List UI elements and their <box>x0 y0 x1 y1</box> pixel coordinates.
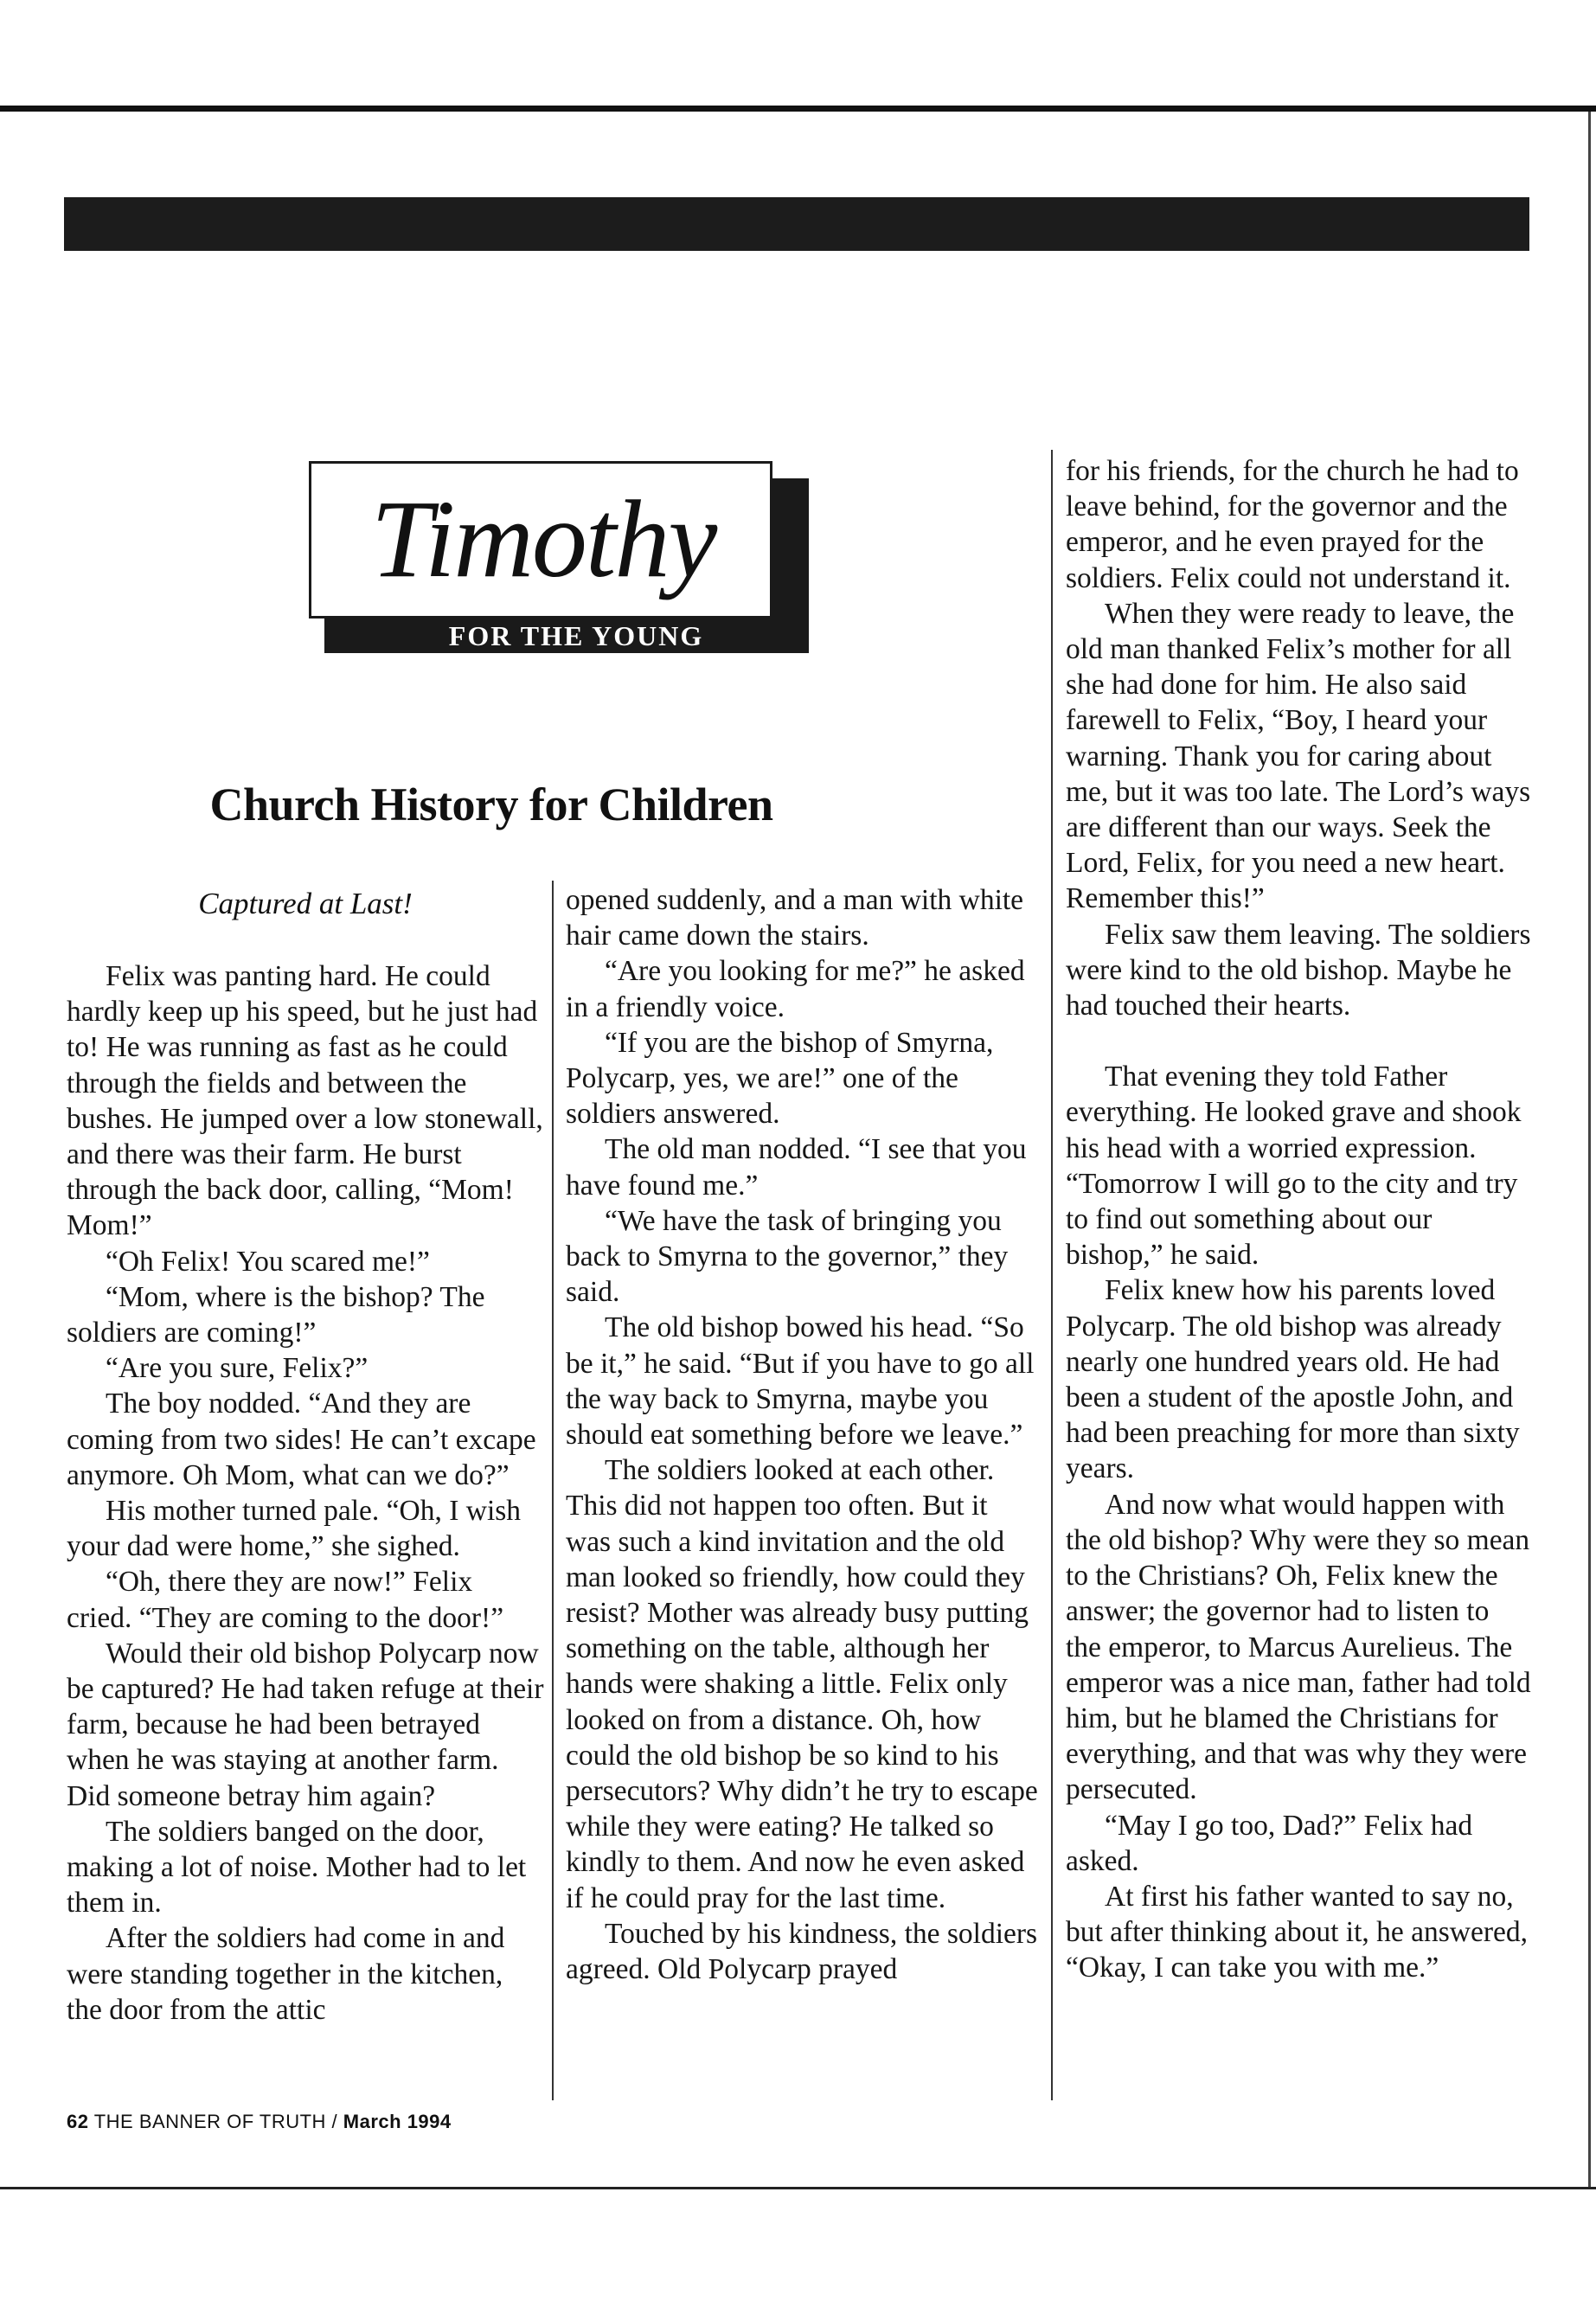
paragraph: “We have the task of bringing you back to Smyrna to the governor,” they said. <box>566 1204 1009 1309</box>
paragraph: Felix was panting hard. He could hardly keep up his speed, but he just had to! He was running as fast as he could through the fields and between the bushes. He jumped over a low stonewall, and there was their farm. He burst through the back door, calling, “Mom! Mom!” <box>67 960 543 1242</box>
paragraph: The old bishop bowed his head. “So be it,” he said. “But if you have to go all the way back to Smyrna, maybe you should eat something before we leave.” <box>566 1311 1035 1452</box>
paragraph: The soldiers banged on the door, making a lot of noise. Mother had to let them in. <box>67 1815 527 1920</box>
logo-subtitle: FOR THE YOUNG <box>448 620 704 651</box>
logo-title: Timothy <box>370 478 716 600</box>
paragraph: The soldiers looked at each other. This did not happen too often. But it was such a kind invitation and the old man looked so friendly, how could they resist? Mother was already busy putting something on the table, although her hands were shaking a little. Felix only looked on from a distance. Oh, how could the old bishop be so kind to his persecutors? Why didn’t he try to escape while they were eating? He talked so kindly to them. And now he even asked if he could pray for the last time. <box>566 1454 1038 1914</box>
paragraph-continued: opened suddenly, and a man with white hair came down the stairs. <box>566 884 1024 952</box>
logo-box <box>309 461 772 619</box>
paragraph: Touched by his kindness, the soldiers agreed. Old Polycarp prayed <box>566 1917 1038 1986</box>
page-edge <box>1588 112 1591 2188</box>
column-divider <box>1051 450 1053 2100</box>
text-column-3 <box>1066 453 1531 1986</box>
paragraph: Felix knew how his parents loved Polycarp. The old bishop was already nearly one hundred years old. He had been a student of the apostle John, and had been preaching for more than sixty years. <box>1066 1274 1520 1485</box>
paragraph: “Oh, there they are now!” Felix cried. “They are coming to the door!” <box>67 1566 504 1634</box>
text-column-1 <box>67 958 544 2028</box>
paragraph: When they were ready to leave, the old man thanked Felix’s mother for all she had done for him. He also said farewell to Felix, “Boy, I heard your warning. Thank you for caring about me, but it was too late. The Lord’s ways are different than our ways. Seek the Lord, Felix, for you need a new heart. Remember this!” <box>1066 597 1531 915</box>
paragraph: “Are you sure, Felix?” <box>106 1352 369 1385</box>
paragraph: After the soldiers had come in and were standing together in the kitchen, the door from the attic <box>67 1922 505 2026</box>
publication-name: THE BANNER OF TRUTH / <box>93 2111 338 2132</box>
top-rule <box>0 106 1596 112</box>
timothy-logo <box>309 461 809 653</box>
page-footer <box>67 2111 452 2133</box>
column-divider <box>552 881 554 2100</box>
article-headline: Church History for Children <box>209 779 773 830</box>
paragraph: At first his father wanted to say no, but after thinking about it, he answered, “Okay, I can take you with me.” <box>1066 1880 1528 1984</box>
paragraph: “Mom, where is the bishop? The soldiers are coming!” <box>67 1280 485 1349</box>
issue-date: March 1994 <box>343 2111 452 2132</box>
paragraph: The old man nodded. “I see that you have found me.” <box>566 1133 1027 1202</box>
paragraph: Would their old bishop Polycarp now be captured? He had taken refuge at their farm, because he had been betrayed when he was staying at another farm. Did someone betray him again? <box>67 1637 544 1812</box>
page-number: 62 <box>67 2111 89 2132</box>
paragraph: His mother turned pale. “Oh, I wish your dad were home,” she sighed. <box>67 1495 522 1563</box>
paragraph: “Are you looking for me?” he asked in a friendly voice. <box>566 955 1025 1023</box>
header-band <box>64 197 1529 251</box>
text-column-2 <box>566 882 1040 1987</box>
paragraph: And now what would happen with the old bishop? Why were they so mean to the Christians? Oh, Felix knew the answer; the governor had to listen to the emperor, to Marcus Aurelieus. The emperor was a nice man, father had told him, but he blamed the Christians for everything, and that was why they were persecuted. <box>1066 1488 1531 1806</box>
paragraph: That evening they told Father everything. He looked grave and shook his head with a worried expression. “Tomorrow I will go to the city and try to find out something about our bishop,” he said. <box>1066 1061 1522 1272</box>
paragraph: “May I go too, Dad?” Felix had asked. <box>1066 1809 1473 1877</box>
paragraph-continued: for his friends, for the church he had to leave behind, for the governor and the emperor, and he even prayed for the soldiers. Felix could not understand it. <box>1066 455 1519 594</box>
paragraph: Felix saw them leaving. The soldiers were kind to the old bishop. Maybe he had touched their hearts. <box>1066 918 1531 1022</box>
paragraph: The boy nodded. “And they are coming from two sides! He can’t excape anymore. Oh Mom, what can we do?” <box>67 1388 536 1491</box>
story-subtitle: Captured at Last! <box>198 887 413 920</box>
bottom-rule <box>0 2187 1596 2189</box>
paragraph: “If you are the bishop of Smyrna, Polycarp, yes, we are!” one of the soldiers answered. <box>566 1026 994 1131</box>
paragraph: “Oh Felix! You scared me!” <box>106 1245 430 1278</box>
story-subtitle-box <box>67 884 544 923</box>
